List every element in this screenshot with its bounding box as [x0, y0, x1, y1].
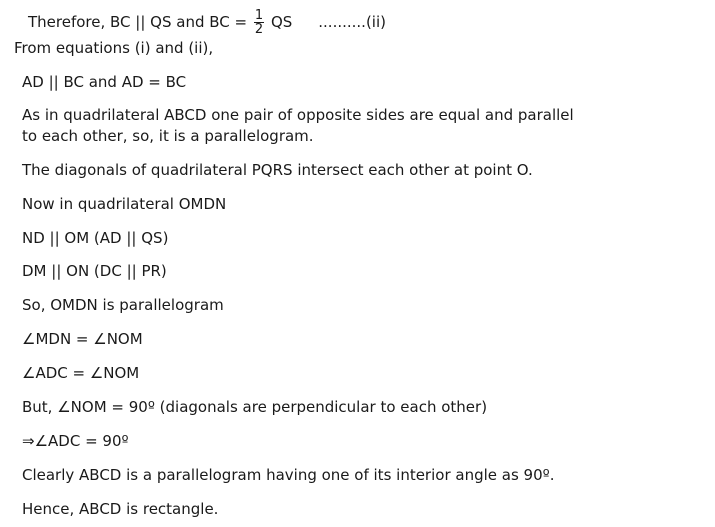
text-line: ⇒∠ADC = 90º — [22, 432, 129, 450]
text-line: But, ∠NOM = 90º (diagonals are perpendicular to each other) — [22, 398, 488, 416]
text-line: Clearly ABCD is a parallelogram having one of its interior angle as 90º. — [22, 466, 555, 484]
fraction-denominator: 2 — [254, 22, 264, 37]
text-line: ND || OM (AD || QS) — [22, 229, 169, 247]
text-line: ∠ADC = ∠NOM — [22, 364, 140, 382]
equation-text-start: Therefore, BC || QS and BC = — [28, 13, 248, 31]
text-line: DM || ON (DC || PR) — [22, 262, 167, 280]
text-line: The diagonals of quadrilateral PQRS intersect each other at point O. — [22, 161, 533, 179]
text-line: Hence, ABCD is rectangle. — [22, 500, 219, 518]
fraction-numerator: 1 — [254, 8, 264, 23]
text-line: Now in quadrilateral OMDN — [22, 195, 227, 213]
fraction-one-half — [254, 9, 264, 36]
equation-text-end: QS — [270, 13, 293, 31]
text-line: As in quadrilateral ABCD one pair of opposite sides are equal and parallel — [22, 106, 574, 124]
text-line: So, OMDN is parallelogram — [22, 296, 224, 314]
text-line: AD || BC and AD = BC — [22, 73, 187, 91]
text-line: ∠MDN = ∠NOM — [22, 330, 143, 348]
equation-reference: ..........(ii) — [318, 13, 386, 31]
equation-line-ii — [28, 9, 386, 36]
text-line: From equations (i) and (ii), — [14, 39, 214, 57]
text-line: to each other, so, it is a parallelogram. — [22, 127, 314, 145]
